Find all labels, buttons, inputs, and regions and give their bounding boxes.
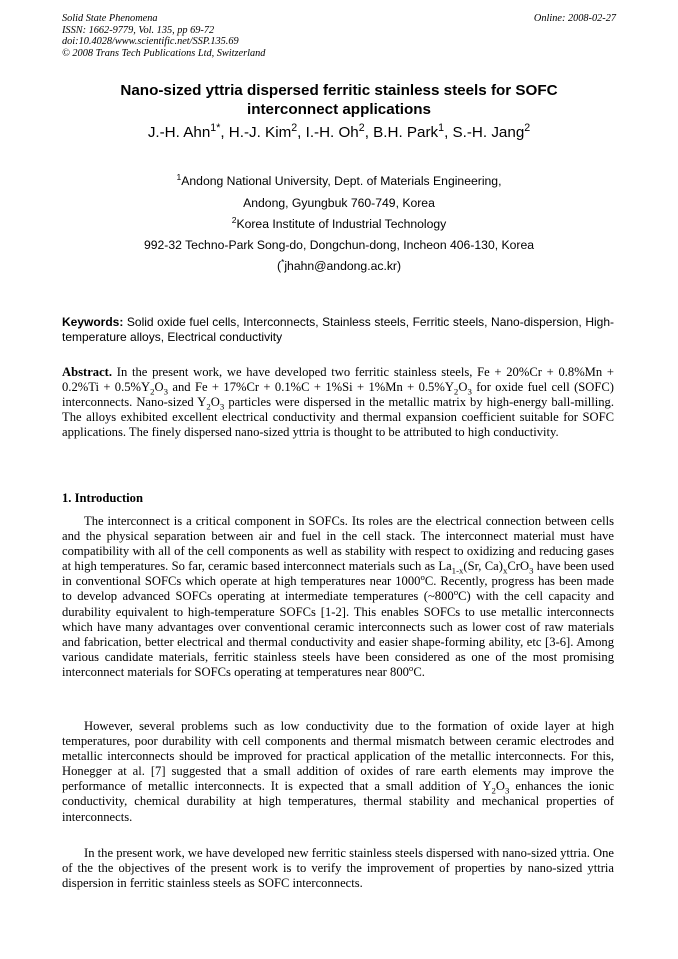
body-text: C) with the cell capacity and durability equivalent to high-temperature SOFCs [1-2]. This enables SOFCs to use metallic interconnects which have many advantages over conventional ceramic interconnects such as lower cost of raw materials and fabrication, better electrical and thermal conductivity and easier shape-forming ability, etc [3-6]. Among various candidate materials, ferritic stainless steels have been considered as one of the most promising interconnect materials for SOFCs operating at temperatures near 800 xyxy=(62,589,614,679)
body-text: C. Recently, progress has been made to develop advanced SOFCs operating at intermediate temperatures (~800 xyxy=(62,574,614,604)
journal-copyright: © 2008 Trans Tech Publications Ltd, Switzerland xyxy=(62,47,266,59)
abstract-text: O xyxy=(458,380,468,395)
abstract-text: O xyxy=(210,395,220,410)
abstract-text: O xyxy=(154,380,164,395)
abstract-paragraph xyxy=(62,365,614,440)
paper-title xyxy=(62,81,616,119)
author-name: S.-H. Jang xyxy=(452,124,525,141)
affiliation-1-line-2: Andong, Gyungbuk 760-749, Korea xyxy=(243,196,435,210)
author-affil-mark: 2 xyxy=(358,121,365,134)
body-text: O xyxy=(495,779,505,794)
intro-paragraph-3: In the present work, we have developed new ferritic stainless steels dispersed with nano-sized yttria. One of the the objectives of the present work is to verify the improvement of properties by nano-sized yttria dispersion in ferritic stainless steels as SOFC interconnects. xyxy=(62,846,614,891)
superscript: o xyxy=(420,572,425,583)
author-affil-mark: 1* xyxy=(210,121,221,134)
keywords-block xyxy=(62,315,614,345)
title-line-1: Nano-sized yttria dispersed ferritic stainless steels for SOFC xyxy=(120,82,558,99)
body-text: C. xyxy=(413,664,425,679)
subscript: 3 xyxy=(467,386,472,397)
body-text: CrO xyxy=(507,559,530,574)
author-list: J.-H. Ahn$^{1*}$, H.-J. Kim$^2$, I.-H. Oh$^2$, B.H. Park$^1$, S.-H. Jang$^2$ xyxy=(147,121,531,141)
subscript: x xyxy=(502,565,508,576)
author-affil-mark: 1 xyxy=(438,121,445,134)
journal-name: Solid State Phenomena xyxy=(62,13,158,24)
abstract-label: Abstract. xyxy=(62,365,113,379)
abstract-text: and Fe + 17%Cr + 0.1%C + 1%Si + 1%Mn + 0.5%Y xyxy=(168,380,454,395)
subscript: 3 xyxy=(219,401,225,412)
email-mark: * xyxy=(281,256,285,267)
superscript: o xyxy=(408,662,414,673)
author-name: H.-J. Kim xyxy=(228,124,292,141)
affiliation-2-line-2: 992-32 Techno-Park Song-do, Dongchun-dong, Incheon 406-130, Korea xyxy=(143,238,535,252)
body-text: have been used in conventional SOFCs which operate at high temperatures near 1000 xyxy=(62,559,615,589)
author-name: B.H. Park xyxy=(373,124,439,141)
author-affil-mark: 2 xyxy=(291,121,298,134)
body-text: (Sr, Ca) xyxy=(463,559,503,574)
journal-doi: doi:10.4028/www.scientific.net/SSP.135.69 xyxy=(62,36,239,48)
affiliation-2-line-1 xyxy=(62,214,616,232)
affil-text: Andong National University, Dept. of Materials Engineering, xyxy=(181,174,502,188)
keywords-text: Solid oxide fuel cells, Interconnects, Stainless steels, Ferritic steels, Nano-dispersion, High-temperature alloys, Electrical conductivity xyxy=(62,315,614,344)
abstract-text: In the present work, we have developed two ferritic stainless steels, Fe + 20%Cr + 0.8%Mn + 0.2%Ti + 0.5%Y xyxy=(62,365,615,395)
affiliation-1-line-1 xyxy=(62,171,616,189)
author-name: I.-H. Oh xyxy=(305,124,359,141)
body-text: However, several problems such as low conductivity due to the formation of oxide layer at high temperatures, poor durability with cell components and thermal mismatch between ceramic electrodes and metallic interconnects should be improved for practical application of the metallic interconnects. For this, Honegger at al. [7] suggested that a small addition of oxides of rare earth elements may improve the performance of metallic interconnects. It is expected that a small addition of Y xyxy=(62,719,614,794)
subscript: 1-x xyxy=(451,565,464,576)
affil-mark: 1 xyxy=(176,171,182,182)
email-address: jhahn@andong.ac.kr xyxy=(284,259,397,273)
affil-text: Korea Institute of Industrial Technology xyxy=(236,217,447,231)
abstract-text: particles were dispersed in the metallic matrix by high-energy ball-milling. The alloys exhibited excellent electrical conductivity and thermal expansion coefficient suitable for SOFC applications. The finely dispersed nano-sized yttria is thought to be attributed to high conductivity. xyxy=(62,395,614,440)
corresponding-email: (*jhahn@andong.ac.kr) xyxy=(276,256,402,273)
intro-paragraph-2 xyxy=(62,719,614,825)
journal-issn: ISSN: 1662-9779, Vol. 135, pp 69-72 xyxy=(62,24,215,36)
body-text: The interconnect is a critical component in SOFCs. Its roles are the electrical connection between cells and the physical separation between air and fuel in the cell stack. The interconnect material must have compatibility with all of the cell components as well as stability with respect to oxidizing and reducing gases at high temperatures. So far, ceramic based interconnect materials such as La xyxy=(62,514,614,574)
subscript: 3 xyxy=(529,565,534,576)
subscript: 2 xyxy=(206,401,211,412)
online-date: Online: 2008-02-27 xyxy=(533,13,616,24)
author-name: J.-H. Ahn xyxy=(147,124,211,141)
subscript: 2 xyxy=(453,386,459,397)
section-heading-introduction: 1. Introduction xyxy=(62,491,143,505)
superscript: o xyxy=(453,587,459,598)
keywords-label: Keywords: xyxy=(62,315,124,329)
subscript: 3 xyxy=(504,785,510,796)
abstract-text: for oxide fuel cell (SOFC) interconnects. Nano-sized Y xyxy=(62,380,614,410)
subscript: 3 xyxy=(163,386,169,397)
author-affil-mark: 2 xyxy=(524,121,531,134)
subscript: 2 xyxy=(150,386,155,397)
journal-header xyxy=(62,13,265,59)
affil-mark: 2 xyxy=(231,214,237,225)
subscript: 2 xyxy=(491,785,496,796)
intro-paragraph-1 xyxy=(62,514,614,680)
body-text: enhances the ionic conductivity, chemical durability at high temperatures, thermal stability and mechanical properties of interconnects. xyxy=(62,779,614,824)
title-line-2: interconnect applications xyxy=(247,101,431,118)
